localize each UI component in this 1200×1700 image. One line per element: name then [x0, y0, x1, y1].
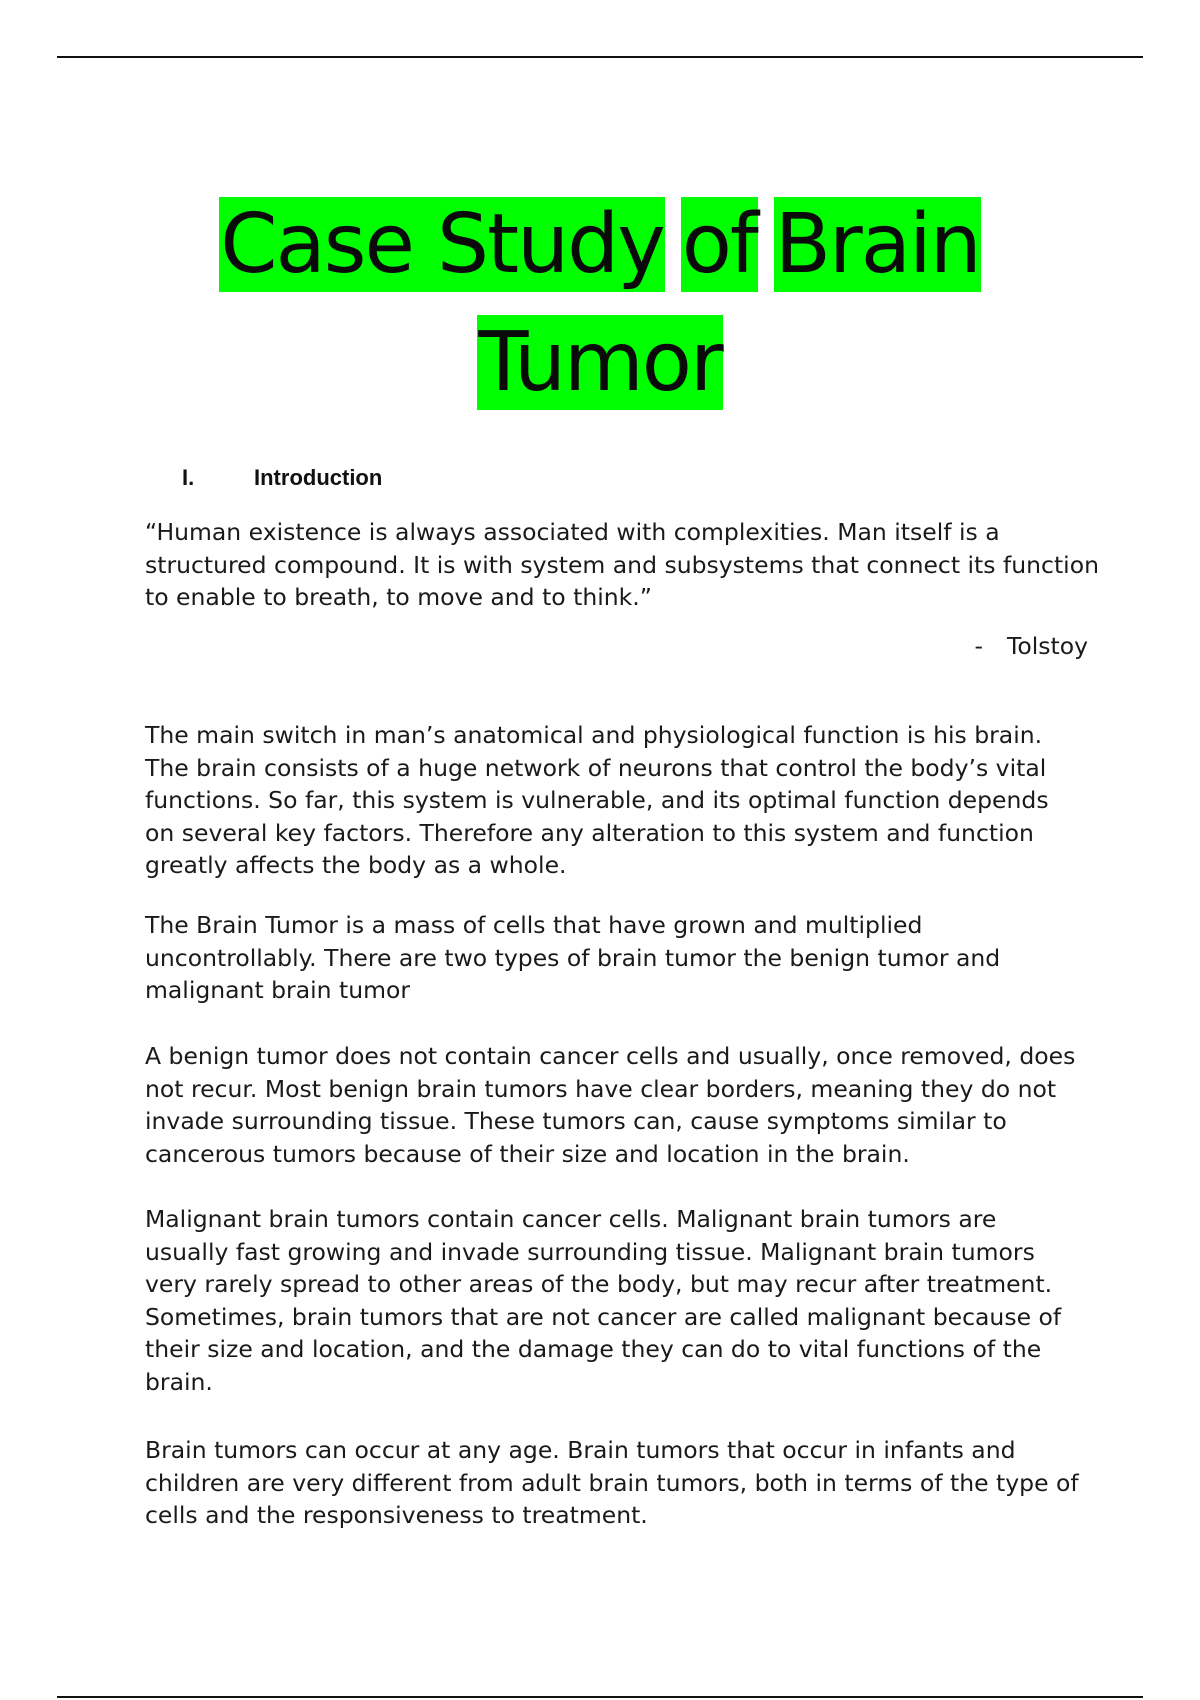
title-line-1 [0, 186, 1200, 304]
body-paragraph: Malignant brain tumors contain cancer cells. Malignant brain tumors are usually fast growing and invade surrounding tissue. Malignant brain tumors very rarely spread to other areas of the body, but may recur after treatment. Sometimes, brain tumors that are not cancer are called malignant because of their size and location, and the damage they can do to vital functions of the brain. [145, 1205, 1062, 1396]
body-paragraph: A benign tumor does not contain cancer cells and usually, once removed, does not recur. Most benign brain tumors have clear borders, meaning they do not invade surrounding tissue. These tumors can, cause symptoms similar to cancerous tumors because of their size and location in the brain. [145, 1042, 1076, 1168]
document-title [0, 186, 1200, 422]
title-word: of [681, 197, 757, 292]
title-word: Case Study [220, 197, 664, 292]
bottom-rule [57, 1696, 1143, 1698]
title-line-2 [0, 304, 1200, 422]
epigraph-quote: “Human existence is always associated with complexities. Man itself is a structured compound. It is with system and subsystems that connect its function to enable to breath, to move and to think.” [145, 518, 1099, 611]
section-heading-text: Introduction [254, 465, 383, 490]
section-heading [182, 465, 382, 491]
top-rule [57, 56, 1143, 58]
body-paragraph: The main switch in man’s anatomical and physiological function is his brain. The brain consists of a huge network of neurons that control the body’s vital functions. So far, this system is vulnerable, and its optimal function depends on several key factors. Therefore any alteration to this system and function greatly affects the body as a whole. [145, 721, 1049, 880]
body-paragraph: Brain tumors can occur at any age. Brain tumors that occur in infants and children are very different from adult brain tumors, both in terms of the type of cells and the responsiveness to treatment. [145, 1436, 1079, 1530]
title-word: Brain [774, 197, 980, 292]
attribution-author: Tolstoy [1006, 632, 1088, 660]
section-number: I. [182, 465, 195, 490]
body-paragraph: The Brain Tumor is a mass of cells that have grown and multiplied uncontrollably. There are two types of brain tumor the benign tumor and malignant brain tumor [145, 911, 1001, 1005]
title-word: Tumor [478, 315, 722, 410]
quote-attribution [975, 632, 1089, 660]
attribution-dash: - [974, 632, 983, 660]
